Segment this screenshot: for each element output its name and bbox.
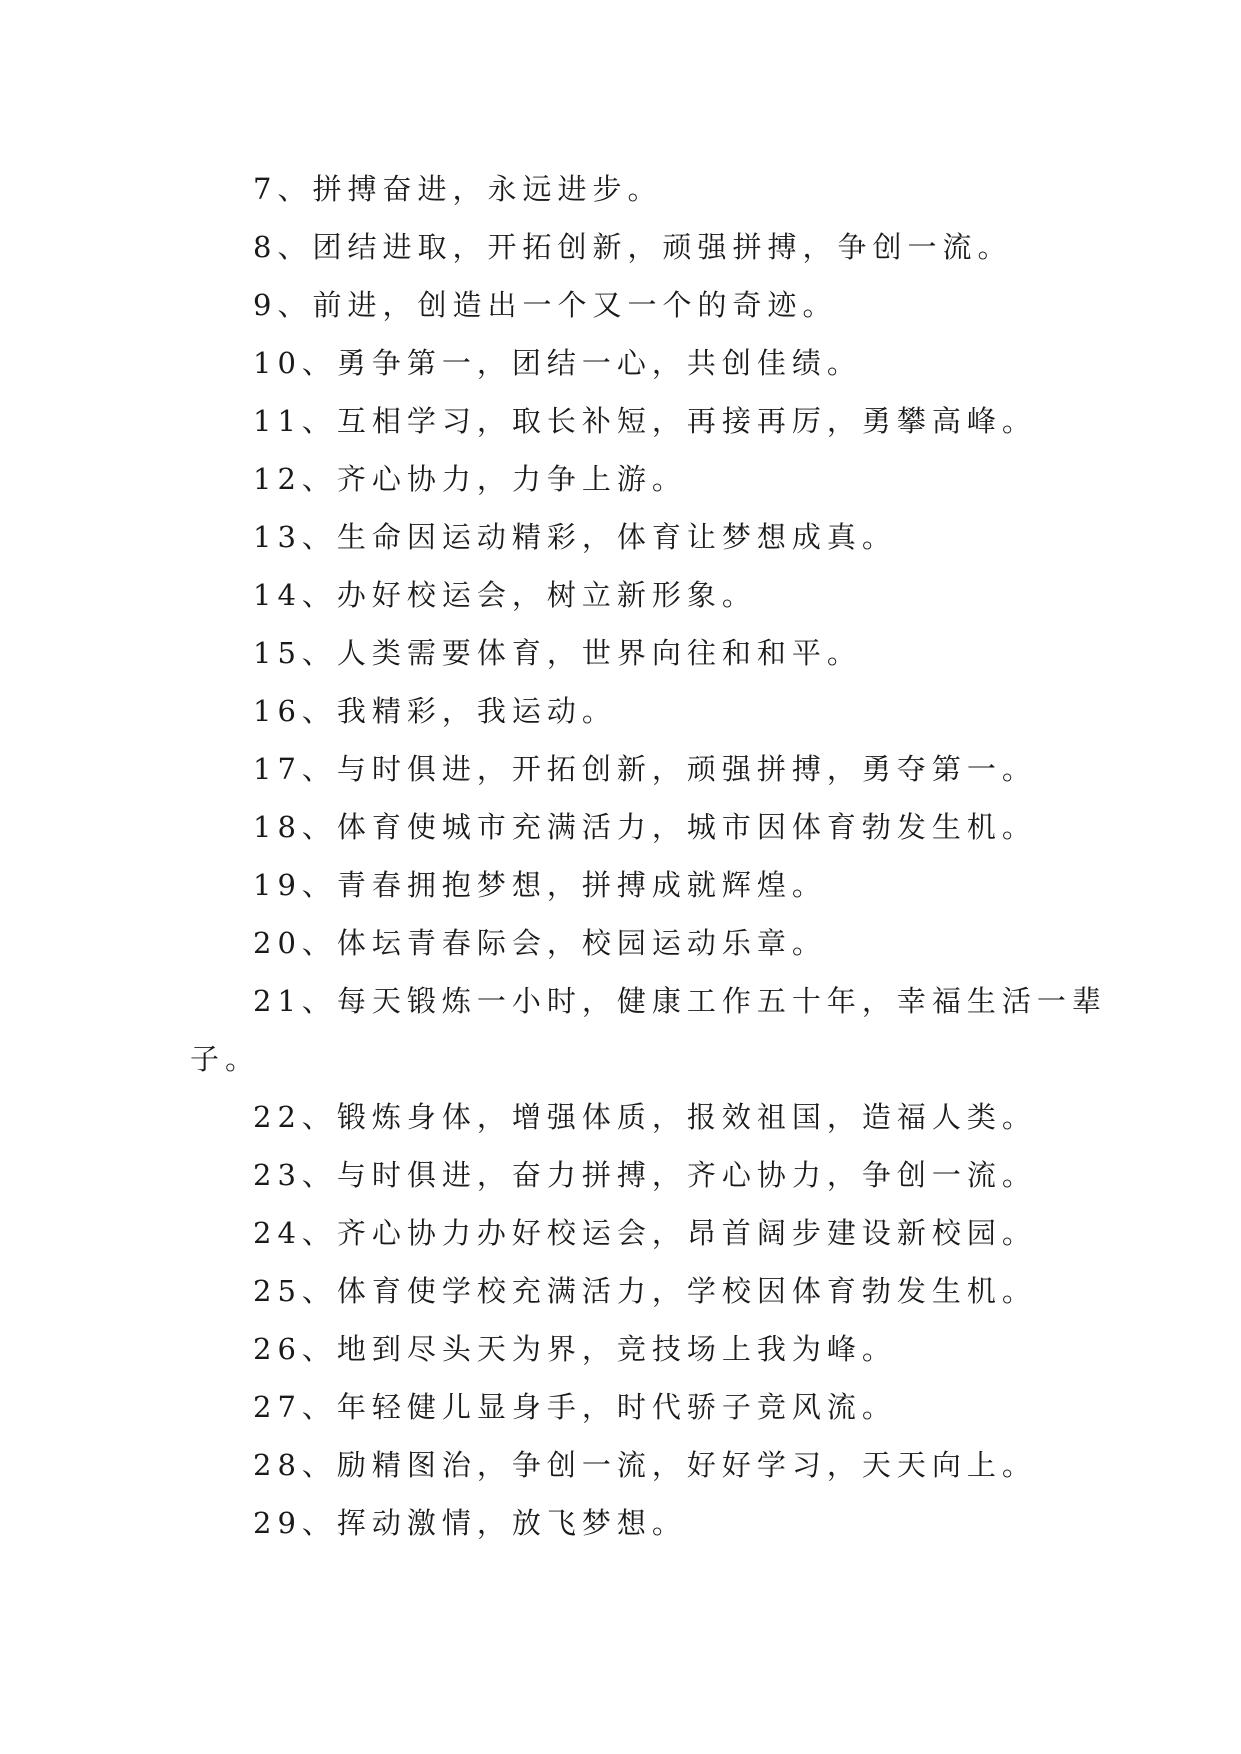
list-item: 10、勇争第一，团结一心，共创佳绩。 bbox=[253, 346, 862, 380]
list-item: 16、我精彩，我运动。 bbox=[253, 694, 617, 728]
list-item: 14、办好校运会，树立新形象。 bbox=[253, 578, 757, 612]
list-item: 26、地到尽头天为界，竞技场上我为峰。 bbox=[253, 1332, 897, 1366]
list-item: 25、体育使学校充满活力，学校因体育勃发生机。 bbox=[253, 1274, 1037, 1308]
list-item: 20、体坛青春际会，校园运动乐章。 bbox=[253, 926, 827, 960]
list-item: 27、年轻健儿显身手，时代骄子竞风流。 bbox=[253, 1390, 897, 1424]
list-item: 15、人类需要体育，世界向往和和平。 bbox=[253, 636, 862, 670]
list-item: 24、齐心协力办好校运会，昂首阔步建设新校园。 bbox=[253, 1216, 1037, 1250]
slogan-list bbox=[190, 160, 1107, 1552]
list-item: 13、生命因运动精彩，体育让梦想成真。 bbox=[253, 520, 897, 554]
list-item: 7、拼搏奋进，永远进步。 bbox=[253, 172, 663, 206]
list-item: 18、体育使城市充满活力，城市因体育勃发生机。 bbox=[253, 810, 1037, 844]
list-item: 12、齐心协力，力争上游。 bbox=[253, 462, 687, 496]
list-item: 22、锻炼身体，增强体质，报效祖国，造福人类。 bbox=[253, 1100, 1037, 1134]
list-item: 8、团结进取，开拓创新，顽强拼搏，争创一流。 bbox=[253, 230, 1013, 264]
list-item: 23、与时俱进，奋力拼搏，齐心协力，争创一流。 bbox=[253, 1158, 1037, 1192]
list-item: 19、青春拥抱梦想，拼搏成就辉煌。 bbox=[253, 868, 827, 902]
list-item: 29、挥动激情，放飞梦想。 bbox=[253, 1506, 687, 1540]
list-item: 9、前进，创造出一个又一个的奇迹。 bbox=[253, 288, 838, 322]
list-item: 17、与时俱进，开拓创新，顽强拼搏，勇夺第一。 bbox=[253, 752, 1037, 786]
list-item-continuation: 子。 bbox=[190, 1042, 261, 1076]
list-item: 11、互相学习，取长补短，再接再厉，勇攀高峰。 bbox=[253, 404, 1037, 438]
list-item: 21、每天锻炼一小时，健康工作五十年，幸福生活一辈 bbox=[253, 984, 1107, 1018]
list-item: 28、励精图治，争创一流，好好学习，天天向上。 bbox=[253, 1448, 1037, 1482]
